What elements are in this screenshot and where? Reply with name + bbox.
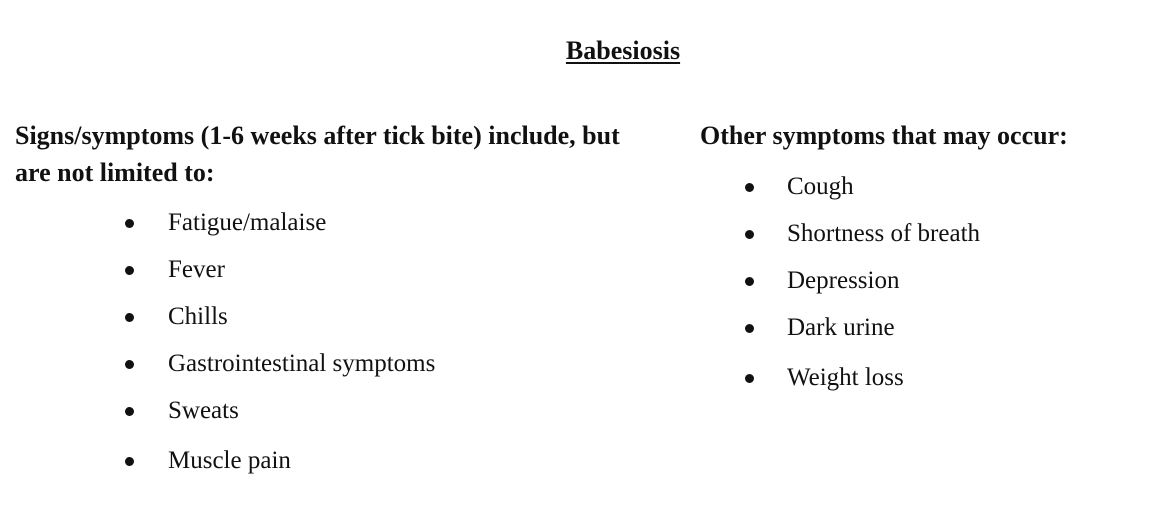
- list-item-text: Dark urine: [787, 314, 895, 341]
- list-item-text: Gastrointestinal symptoms: [168, 350, 436, 377]
- list-item-text: Chills: [168, 303, 228, 330]
- left-column-heading: Signs/symptoms (1-6 weeks after tick bite) include, but are not limited to:: [15, 121, 620, 187]
- list-item-text: Muscle pain: [168, 447, 291, 474]
- bullet-icon: [745, 374, 754, 383]
- list-item-text: Shortness of breath: [787, 220, 981, 247]
- list-item-text: Fever: [168, 256, 225, 283]
- document-title: Babesiosis: [565, 36, 681, 65]
- bullet-icon: [125, 266, 134, 275]
- bullet-icon: [125, 219, 134, 228]
- list-item-text: Sweats: [168, 397, 239, 424]
- bullet-icon: [125, 360, 134, 369]
- list-item-text: Fatigue/malaise: [168, 209, 327, 236]
- bullet-icon: [125, 407, 134, 416]
- bullet-icon: [125, 457, 134, 466]
- bullet-icon: [745, 324, 754, 333]
- list-item-text: Cough: [787, 173, 854, 200]
- bullet-icon: [125, 313, 134, 322]
- bullet-icon: [745, 230, 754, 239]
- list-item-text: Depression: [787, 267, 900, 294]
- bullet-icon: [745, 183, 754, 192]
- bullet-icon: [745, 277, 754, 286]
- list-item-text: Weight loss: [787, 364, 904, 391]
- right-column-heading: Other symptoms that may occur:: [700, 121, 1068, 150]
